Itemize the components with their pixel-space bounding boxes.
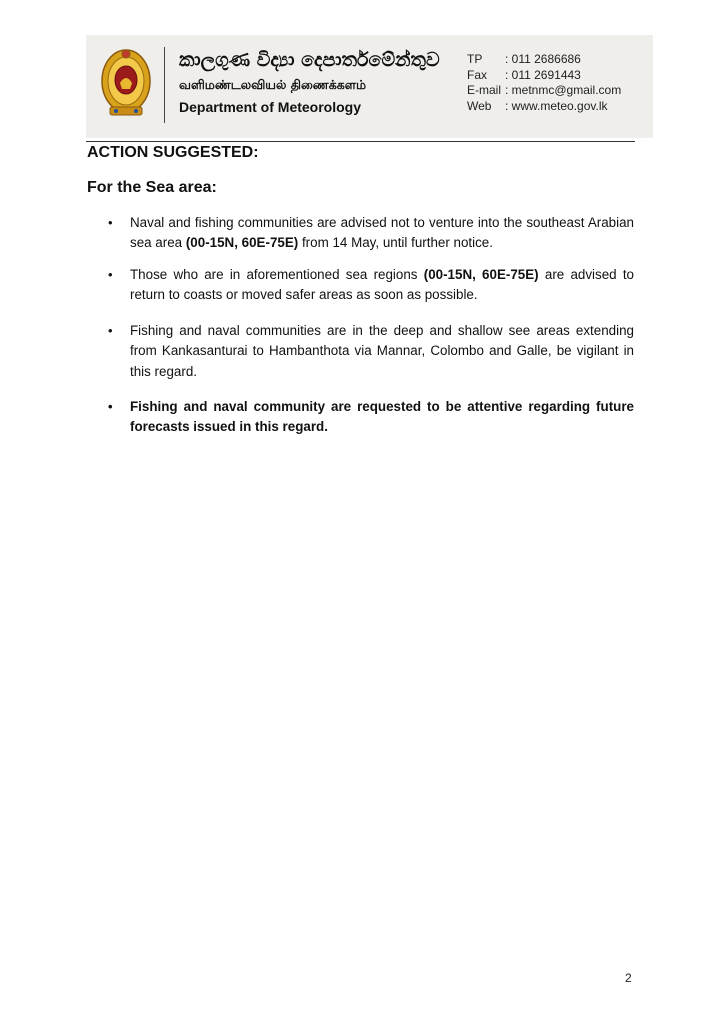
text-run: from 14 May, until further notice. — [298, 235, 493, 251]
contact-label: TP — [467, 52, 483, 66]
list-item-text — [130, 321, 634, 382]
list-item — [108, 213, 634, 254]
contact-value[interactable]: : metnmc@gmail.com — [505, 83, 622, 97]
text-run: Those who are in aforementioned sea regions — [130, 267, 424, 282]
sea-area-heading: For the Sea area: — [87, 179, 217, 196]
contact-block — [467, 52, 621, 114]
contact-web — [467, 99, 621, 115]
bullet-icon: • — [108, 323, 113, 338]
contact-email — [467, 83, 621, 99]
list-item — [108, 265, 634, 306]
list-item — [108, 321, 634, 382]
bullet-icon: • — [108, 267, 113, 282]
contact-tp — [467, 52, 621, 68]
contact-value[interactable]: : www.meteo.gov.lk — [505, 98, 608, 113]
action-heading: ACTION SUGGESTED: — [87, 144, 259, 161]
dept-name-sinhala: කාලගුණ විද්‍යා දෙපාර්තමේන්තුව — [179, 49, 440, 71]
bold-run: (00-15N, 60E-75E) — [185, 235, 299, 251]
contact-label: Web — [467, 98, 492, 113]
list-item-text — [130, 213, 634, 254]
contact-value: : 011 2686686 — [505, 52, 581, 66]
contact-value: : 011 2691443 — [505, 67, 581, 82]
bold-run: (00-15N, 60E-75E) — [423, 267, 539, 282]
text-run: Naval and fishing communities are advised not to venture into the southeast Arabian sea area — [130, 215, 634, 251]
contact-label: Fax — [467, 67, 488, 82]
text-run: Fishing and naval communities are in the deep and shallow see areas extending from Kankasanturai to Hambanthota via Mannar, Colombo and Galle, be vigilant in this regard. — [130, 323, 634, 379]
dept-name-tamil: வளிமண்டலவியல் திணைக்களம் — [179, 77, 367, 92]
state-emblem-icon — [100, 47, 152, 119]
header-rule — [86, 141, 635, 142]
bullet-icon: • — [108, 399, 113, 414]
contact-fax — [467, 68, 621, 84]
bullet-icon: • — [108, 215, 113, 230]
letterhead — [86, 35, 653, 138]
list-item — [108, 397, 634, 438]
dept-name-english: Department of Meteorology — [179, 99, 362, 115]
list-item-text — [130, 265, 634, 306]
header-divider — [164, 47, 165, 123]
list-item-text — [130, 397, 634, 438]
page-number: 2 — [625, 971, 632, 985]
contact-label: E-mail — [467, 83, 502, 97]
text-run: are advised to return to coasts or moved safer areas as soon as possible. — [130, 267, 635, 303]
bold-run: Fishing and naval community are requested to be attentive regarding future forecasts issued in this regard. — [130, 399, 634, 435]
